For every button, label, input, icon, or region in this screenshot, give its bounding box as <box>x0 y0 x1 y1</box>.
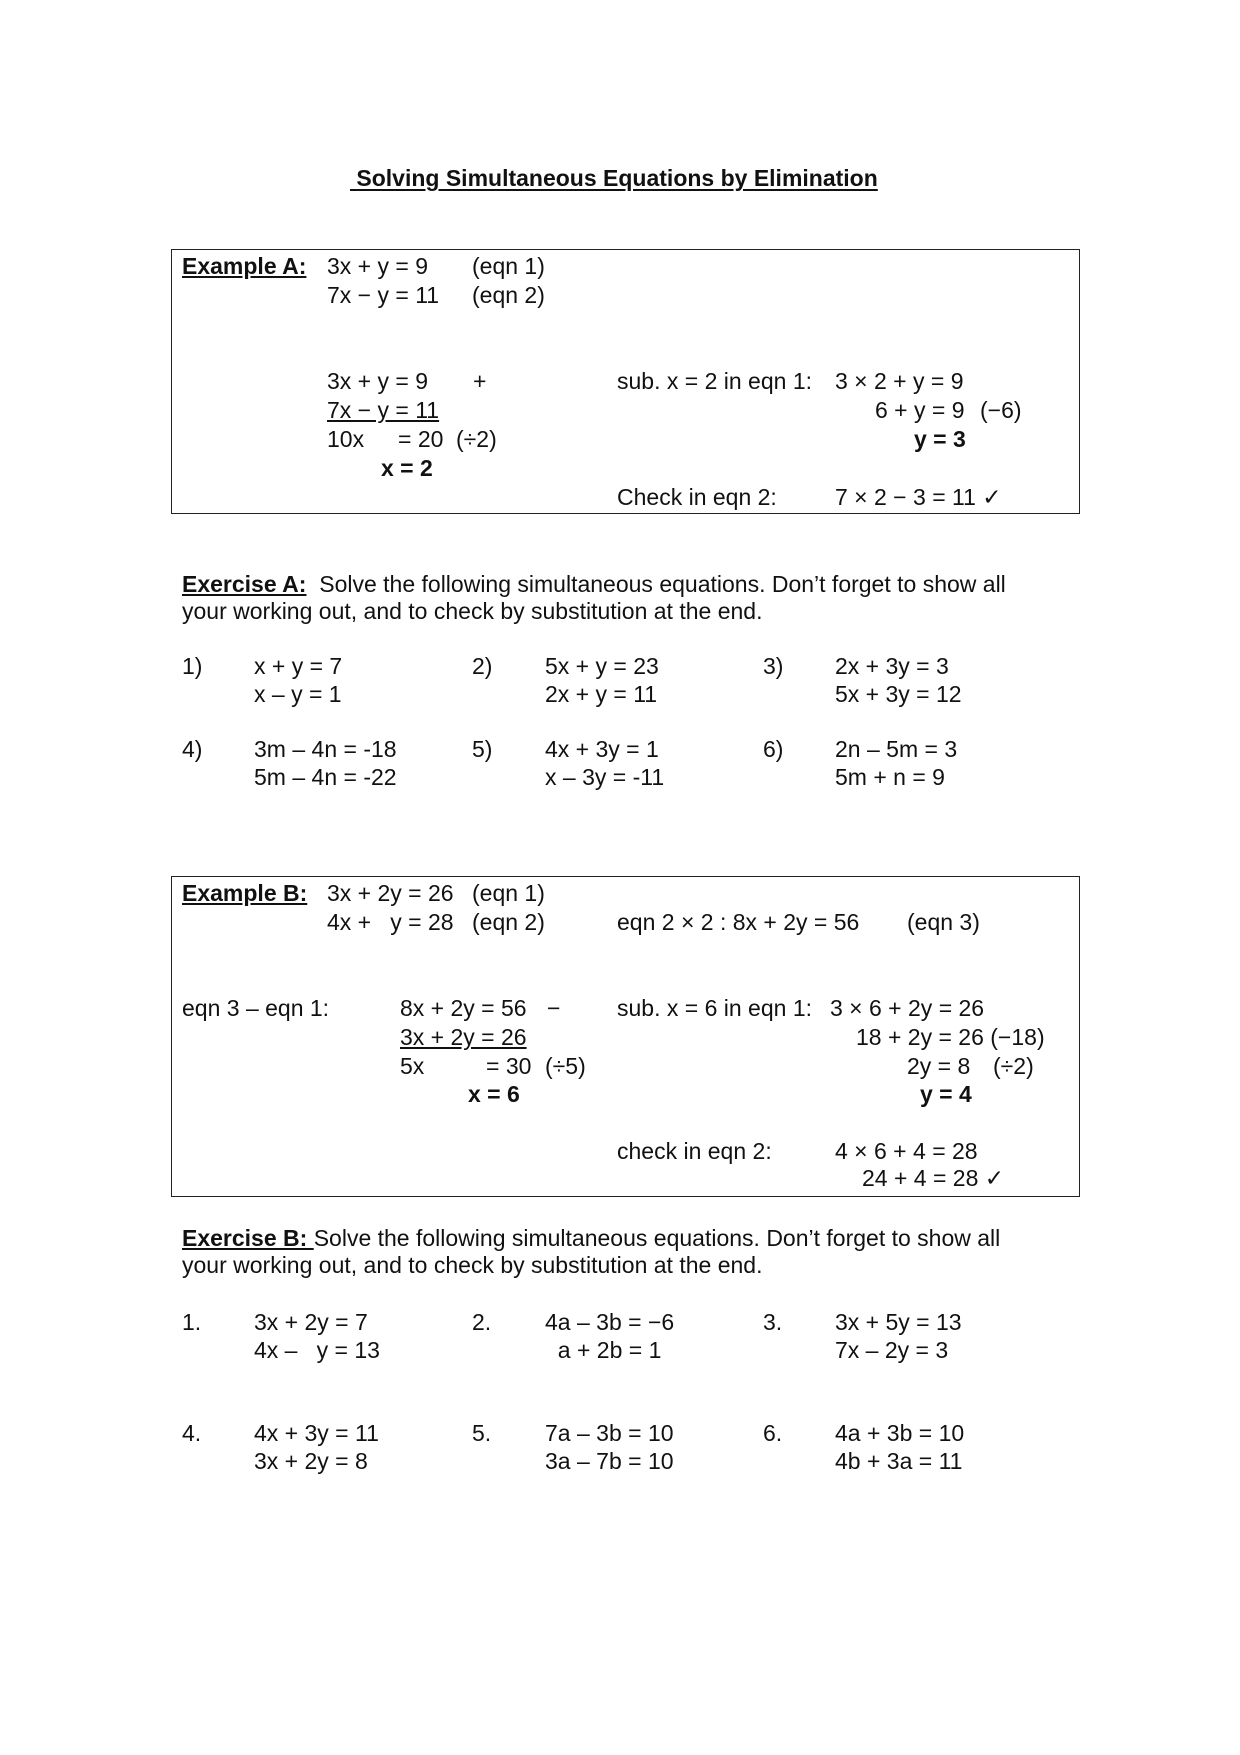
example-b-sub-line3: 2y = 8 <box>907 1053 971 1079</box>
exercise-b-problem-eq1: 3x + 5y = 13 <box>835 1309 962 1335</box>
example-b-elim-label: eqn 3 – eqn 1: <box>182 995 330 1021</box>
example-b-label: Example B: <box>182 880 308 906</box>
exercise-b-problem-eq1: 4x + 3y = 11 <box>254 1420 379 1446</box>
example-b-y-result: y = 4 <box>920 1081 972 1107</box>
exercise-a-instr1: Solve the following simultaneous equations. Don’t forget to show all <box>306 571 1006 597</box>
example-b-eq1: 3x + 2y = 26 <box>327 880 454 906</box>
example-a-eq1: 3x + y = 9 <box>327 253 429 279</box>
exercise-b-instr1: Solve the following simultaneous equations. Don’t forget to show all <box>313 1225 1001 1251</box>
example-b-sub-line1: 3 × 6 + 2y = 26 <box>830 995 985 1021</box>
example-a-sub-line2: 6 + y = 9 <box>875 397 965 423</box>
example-a-sub-label: sub. x = 2 in eqn 1: <box>617 368 812 394</box>
exercise-a-problem-number: 1) <box>182 653 203 679</box>
exercise-b-label: Exercise B: <box>182 1225 314 1251</box>
example-a-sum-rhs: = 20 <box>398 426 444 452</box>
exercise-a-problem-eq1: x + y = 7 <box>254 653 343 679</box>
exercise-b-instr2: your working out, and to check by substitution at the end. <box>182 1252 763 1278</box>
exercise-b-problem-eq2: a + 2b = 1 <box>545 1337 662 1363</box>
exercise-a-instructions-line1 <box>182 570 1006 598</box>
exercise-b-problem-number: 1. <box>182 1309 202 1335</box>
exercise-b-problem-number: 4. <box>182 1420 202 1446</box>
exercise-b-problem-eq2: 3x + 2y = 8 <box>254 1448 368 1474</box>
example-a-eq2: 7x − y = 11 <box>327 282 440 308</box>
example-b-check-line1: 4 × 6 + 4 = 28 <box>835 1138 978 1164</box>
exercise-a-problem-eq2: 5x + 3y = 12 <box>835 681 962 707</box>
example-b-work-eq2: 3x + 2y = 26 <box>400 1024 527 1050</box>
example-b-work-eq1: 8x + 2y = 56 <box>400 995 527 1021</box>
example-a-label: Example A: <box>182 253 307 279</box>
example-b-x-result: x = 6 <box>468 1081 520 1107</box>
example-a-sub-line1: 3 × 2 + y = 9 <box>835 368 964 394</box>
exercise-a-problem-eq1: 4x + 3y = 1 <box>545 736 659 762</box>
exercise-a-problem-number: 3) <box>763 653 784 679</box>
example-a-eq1-tag: (eqn 1) <box>472 253 545 279</box>
exercise-a-problem-number: 2) <box>472 653 493 679</box>
example-a-y-result: y = 3 <box>914 426 966 452</box>
example-b-sub-line2: 18 + 2y = 26 (−18) <box>856 1024 1045 1050</box>
exercise-b-problem-eq2: 4b + 3a = 11 <box>835 1448 963 1474</box>
example-a-eq2-tag: (eqn 2) <box>472 282 545 308</box>
example-b-work-op: − <box>547 995 561 1021</box>
exercise-b-problem-eq1: 4a – 3b = −6 <box>545 1309 675 1335</box>
example-b-check-label: check in eqn 2: <box>617 1138 772 1164</box>
exercise-a-label: Exercise A: <box>182 571 307 597</box>
exercise-b-problem-number: 3. <box>763 1309 783 1335</box>
exercise-b-problem-number: 6. <box>763 1420 783 1446</box>
example-a-div: (÷2) <box>456 426 497 452</box>
example-b-diff-rhs: = 30 <box>486 1053 532 1079</box>
example-b-div: (÷5) <box>545 1053 586 1079</box>
example-a-work-eq2: 7x − y = 11 <box>327 397 440 423</box>
exercise-a-problem-number: 5) <box>472 736 493 762</box>
exercise-a-problem-eq1: 2n – 5m = 3 <box>835 736 958 762</box>
exercise-a-problem-eq1: 2x + 3y = 3 <box>835 653 949 679</box>
example-b-eq2-tag: (eqn 2) <box>472 909 545 935</box>
exercise-a-problem-number: 6) <box>763 736 784 762</box>
exercise-b-problem-eq2: 4x – y = 13 <box>254 1337 380 1363</box>
example-a-check-label: Check in eqn 2: <box>617 484 777 510</box>
exercise-a-problem-eq2: 5m – 4n = -22 <box>254 764 397 790</box>
example-a-work-op: + <box>473 368 487 394</box>
exercise-b-problem-eq2: 7x – 2y = 3 <box>835 1337 949 1363</box>
exercise-a-problem-eq1: 3m – 4n = -18 <box>254 736 397 762</box>
page-title: Solving Simultaneous Equations by Elimination <box>350 165 878 191</box>
exercise-a-instr2: your working out, and to check by substitution at the end. <box>182 598 763 624</box>
example-a-sub-line2-op: (−6) <box>980 397 1022 423</box>
example-b-eq2: 4x + y = 28 <box>327 909 454 935</box>
example-b-sub-label: sub. x = 6 in eqn 1: <box>617 995 812 1021</box>
exercise-b-problem-eq1: 4a + 3b = 10 <box>835 1420 965 1446</box>
exercise-a-problem-eq2: 5m + n = 9 <box>835 764 945 790</box>
example-b-check-line2: 24 + 4 = 28 ✓ <box>862 1165 1005 1191</box>
exercise-b-problem-eq1: 7a – 3b = 10 <box>545 1420 674 1446</box>
exercise-b-problem-eq2: 3a – 7b = 10 <box>545 1448 674 1474</box>
exercise-a-problem-eq2: 2x + y = 11 <box>545 681 658 707</box>
exercise-b-problem-eq1: 3x + 2y = 7 <box>254 1309 368 1335</box>
example-b-diff-lhs: 5x <box>400 1053 425 1079</box>
example-a-x-result: x = 2 <box>381 455 433 481</box>
example-a-check-line: 7 × 2 − 3 = 11 ✓ <box>835 484 1002 510</box>
exercise-b-problem-number: 2. <box>472 1309 492 1335</box>
example-b-eq1-tag: (eqn 1) <box>472 880 545 906</box>
exercise-a-problem-number: 4) <box>182 736 203 762</box>
exercise-a-problem-eq1: 5x + y = 23 <box>545 653 659 679</box>
example-b-eq3-line: eqn 2 × 2 : 8x + 2y = 56 <box>617 909 860 935</box>
exercise-a-problem-eq2: x – y = 1 <box>254 681 342 707</box>
exercise-b-instructions-line1 <box>182 1224 1000 1252</box>
example-a-work-eq1: 3x + y = 9 <box>327 368 429 394</box>
example-a-sum-lhs: 10x <box>327 426 365 452</box>
example-b-sub-line3-op: (÷2) <box>993 1053 1034 1079</box>
exercise-b-problem-number: 5. <box>472 1420 492 1446</box>
exercise-a-problem-eq2: x – 3y = -11 <box>545 764 665 790</box>
example-b-eq3-tag: (eqn 3) <box>907 909 980 935</box>
